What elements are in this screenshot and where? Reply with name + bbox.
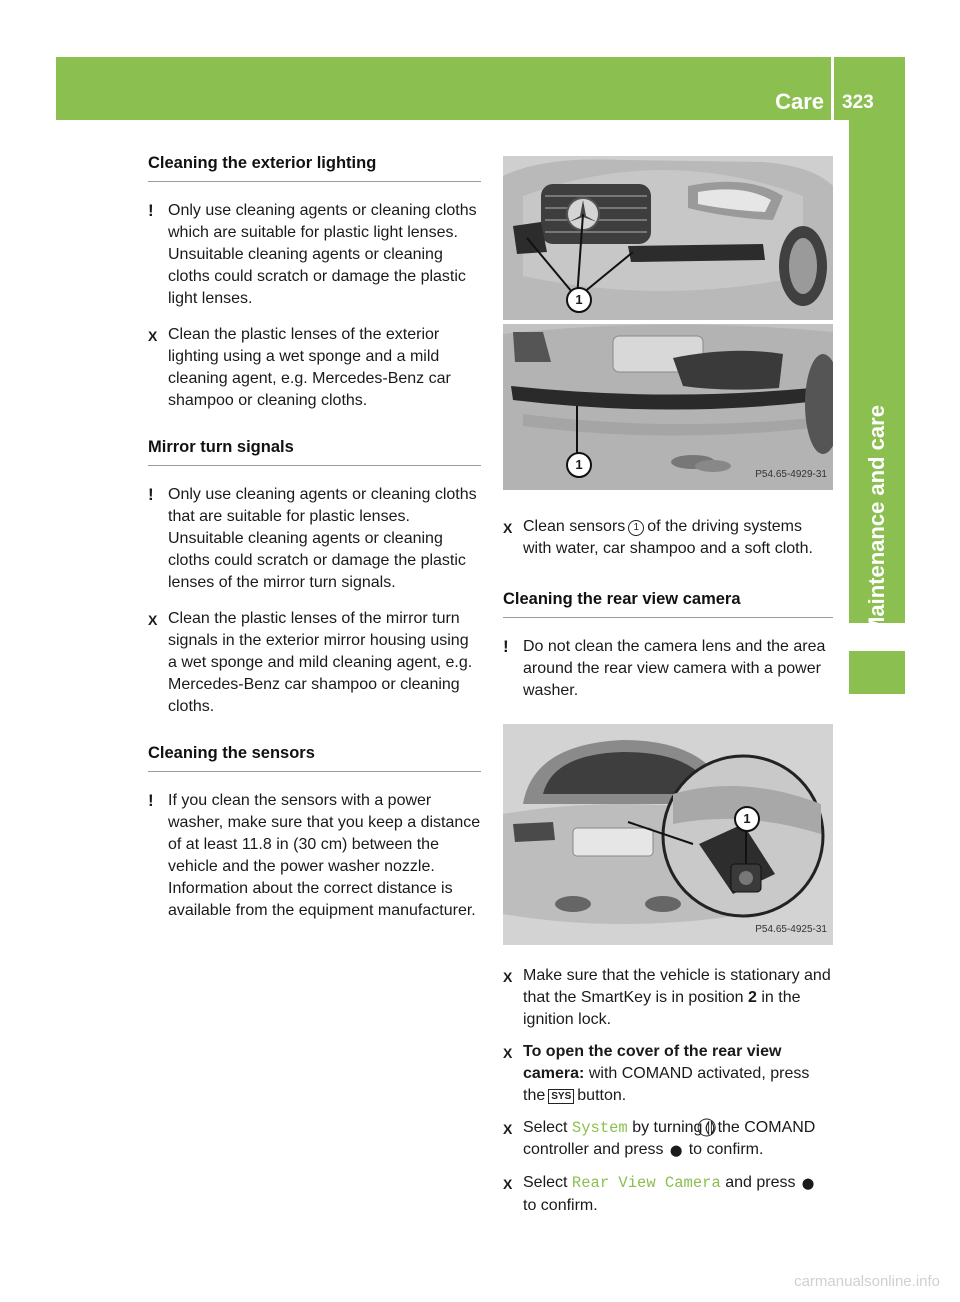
- step-text: the COMAND controller and press: [523, 1119, 816, 1158]
- rear-camera-illustration: [503, 724, 833, 945]
- step-text: of the driving systems with water, car shampoo and a soft cloth.: [523, 518, 813, 557]
- step-icon: X: [148, 328, 158, 344]
- warning-icon: !: [148, 201, 154, 220]
- image-code: P54.65-4925-31: [755, 924, 827, 935]
- side-tab-label: Maintenance and care: [864, 405, 889, 635]
- menu-item-rear-view-camera: Rear View Camera: [571, 1174, 721, 1192]
- callout-1: 1: [566, 452, 592, 478]
- warning-icon: !: [503, 637, 509, 656]
- warning-icon: !: [148, 791, 154, 810]
- right-column: [503, 152, 833, 1217]
- heading-exterior-lighting: Cleaning the exterior lighting: [148, 152, 481, 182]
- callout-1: 1: [628, 520, 644, 536]
- step-text: Clean the plastic lenses of the exterior lighting using a wet sponge and a mild cleaning agent, e.g. Mercedes-Benz car shampoo or cleaning cloths.: [168, 326, 451, 409]
- step-icon: X: [503, 520, 513, 536]
- step-icon: X: [503, 1045, 513, 1061]
- step-text: Make sure that the vehicle is stationary and that the SmartKey is in position: [523, 967, 831, 1006]
- step-text: by turning: [632, 1119, 703, 1136]
- step-text: to confirm.: [688, 1141, 764, 1158]
- step-bold-label: To open the cover of the rear view camera:: [523, 1043, 782, 1082]
- warning-mirror: [148, 484, 481, 594]
- turn-controller-icon: ⟬⃝⟭: [704, 1119, 716, 1136]
- warning-text: Only use cleaning agents or cleaning cloths that are suitable for plastic lenses. Unsuitable cleaning agents or cleaning cloths could scratch or damage the plastic lenses of the mirror turn signals.: [168, 486, 477, 591]
- watermark: carmanualsonline.info: [794, 1273, 940, 1290]
- car-front-rear-illustration: [503, 156, 833, 490]
- warning-text: If you clean the sensors with a power washer, make sure that you keep a distance of at least 11.8 in (30 cm) between the vehicle and the power washer nozzle. Information about the correct distance is available from the equipment manufacturer.: [168, 792, 481, 919]
- menu-item-system: System: [571, 1119, 628, 1137]
- step-icon: X: [148, 612, 158, 628]
- step-text: and press: [725, 1174, 796, 1191]
- step-text: Select: [523, 1119, 568, 1136]
- warning-rear-camera: [503, 636, 833, 702]
- step-select-system: [503, 1117, 833, 1162]
- warning-sensors: [148, 790, 481, 922]
- step-icon: X: [503, 1176, 513, 1192]
- callout-1: 1: [566, 287, 592, 313]
- heading-mirror-turn-signals: Mirror turn signals: [148, 436, 481, 466]
- section-title: Care: [775, 89, 824, 114]
- heading-rear-view-camera: Cleaning the rear view camera: [503, 588, 833, 618]
- step-select-rear-camera: [503, 1172, 833, 1217]
- page-number: 323: [842, 92, 874, 113]
- step-icon: X: [503, 969, 513, 985]
- warning-exterior-lighting: [148, 200, 481, 310]
- step-text: in the ignition lock.: [523, 989, 801, 1028]
- rear-camera-image: [503, 724, 833, 945]
- press-controller-icon: ⬤: [669, 1145, 683, 1157]
- callout-1: 1: [734, 806, 760, 832]
- step-clean-sensors: [503, 516, 833, 560]
- sys-button-icon: SYS: [548, 1089, 574, 1104]
- warning-text: Only use cleaning agents or cleaning cloths which are suitable for plastic light lenses. Unsuitable cleaning agents or cleaning cloths could scratch or damage the plastic light lenses.: [168, 202, 477, 307]
- step-open-cover: [503, 1041, 833, 1107]
- step-exterior-lighting: [148, 324, 481, 412]
- side-tab-marker: [849, 651, 905, 694]
- step-text: with COMAND activated, press the: [523, 1065, 810, 1104]
- warning-icon: !: [148, 485, 154, 504]
- press-controller-icon: ⬤: [801, 1178, 815, 1190]
- step-text: Clean sensors: [523, 518, 626, 535]
- heading-cleaning-sensors: Cleaning the sensors: [148, 742, 481, 772]
- warning-text: Do not clean the camera lens and the area around the rear view camera with a power washer.: [523, 638, 826, 699]
- step-stationary: [503, 965, 833, 1031]
- step-text: button.: [577, 1087, 627, 1104]
- step-text: Clean the plastic lenses of the mirror turn signals in the exterior mirror housing using a wet sponge and mild cleaning agent, e.g. Mercedes-Benz car shampoo or cleaning cloths.: [168, 610, 473, 715]
- header-divider: [831, 57, 834, 120]
- sensors-image: [503, 156, 833, 490]
- left-column: [148, 152, 481, 922]
- step-mirror: [148, 608, 481, 718]
- step-text: to confirm.: [523, 1197, 598, 1214]
- step-text: Select: [523, 1174, 568, 1191]
- step-icon: X: [503, 1121, 513, 1137]
- image-code: P54.65-4929-31: [755, 469, 827, 480]
- position-value: 2: [748, 989, 757, 1006]
